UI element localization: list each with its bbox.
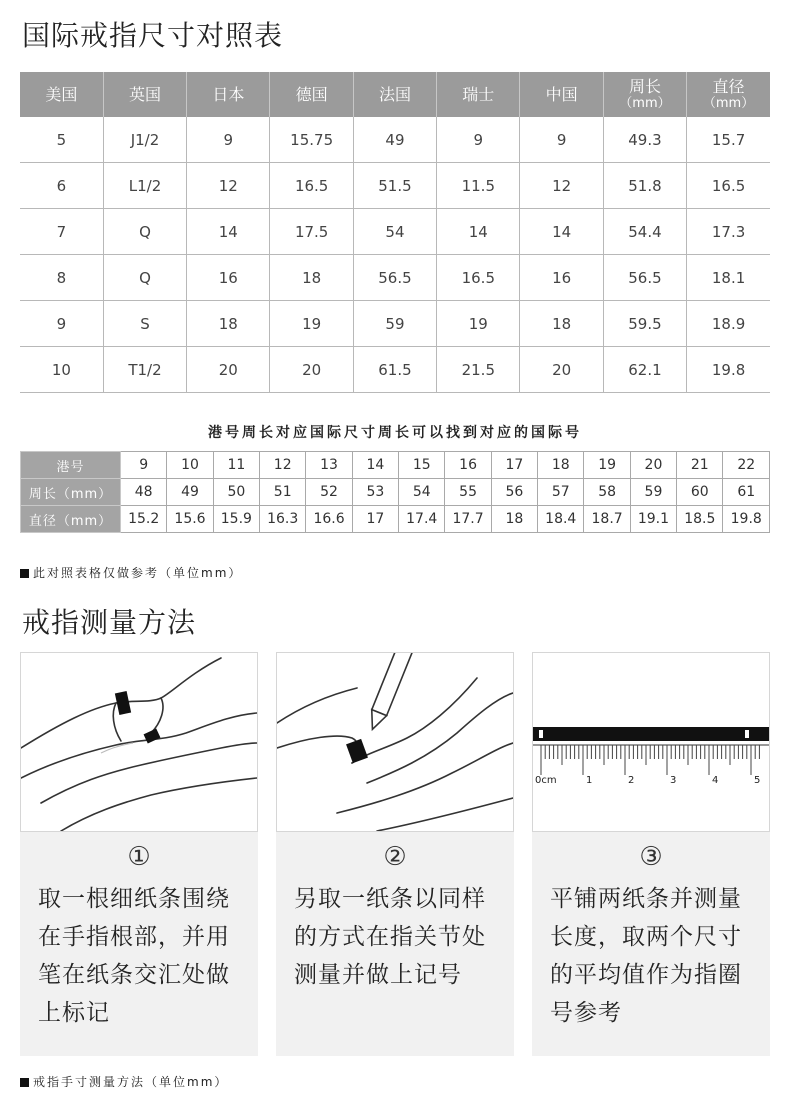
- hk-table-row: [21, 479, 770, 506]
- hk-table-cell: 15.9: [213, 506, 259, 533]
- ruler-tick-label: 1: [586, 775, 593, 786]
- hk-table-cell: 16: [445, 452, 491, 479]
- measure-note: 戒指手寸测量方法（单位mm）: [20, 1073, 228, 1090]
- table-cell: 18: [520, 301, 603, 347]
- table-cell: 5: [20, 117, 103, 163]
- hk-table-cell: 15: [399, 452, 445, 479]
- table-cell: 12: [520, 163, 603, 209]
- ruler-tick-label: 3: [670, 775, 677, 786]
- hk-table-cell: 18.5: [677, 506, 723, 533]
- header-fr: 法国: [353, 72, 436, 117]
- step-panel-1: [20, 652, 258, 1056]
- table-cell: 17.5: [270, 209, 353, 255]
- hk-table-caption: 港号周长对应国际尺寸周长可以找到对应的国际号: [208, 425, 582, 441]
- table-cell: 14: [187, 209, 270, 255]
- table-cell: Q: [103, 255, 186, 301]
- table-cell: S: [103, 301, 186, 347]
- hk-table-cell: 12: [260, 452, 306, 479]
- hk-table-cell: 53: [352, 479, 398, 506]
- table-cell: 7: [20, 209, 103, 255]
- table-cell: 49.3: [603, 117, 686, 163]
- hk-table-cell: 9: [121, 452, 167, 479]
- hk-table-cell: 48: [121, 479, 167, 506]
- pen-mark-illustration: [276, 652, 514, 832]
- hk-table-row: [21, 506, 770, 533]
- header-us: 美国: [20, 72, 103, 117]
- hk-table-cell: 19: [584, 452, 630, 479]
- step-panel-3: [532, 652, 770, 1056]
- hk-table-cell: 55: [445, 479, 491, 506]
- table-cell: 20: [520, 347, 603, 393]
- table-row: [20, 255, 770, 301]
- table-cell: 14: [520, 209, 603, 255]
- table-cell: J1/2: [103, 117, 186, 163]
- hk-table-cell: 59: [630, 479, 676, 506]
- ruler-illustration: [532, 652, 770, 832]
- hk-table-cell: 17: [352, 506, 398, 533]
- ruler-tick-label: 5: [754, 775, 761, 786]
- step-description-3: 平铺两纸条并测量长度，取两个尺寸的平均值作为指圈号参考: [550, 886, 742, 1026]
- hk-size-table: [20, 451, 770, 533]
- table-cell: 56.5: [603, 255, 686, 301]
- hk-table-cell: 61: [723, 479, 770, 506]
- table-note: 此对照表格仅做参考（单位mm）: [20, 564, 242, 581]
- hk-table-cell: 18.7: [584, 506, 630, 533]
- page-title: 国际戒指尺寸对照表: [22, 19, 284, 52]
- hk-table-cell: 19.8: [723, 506, 770, 533]
- table-cell: 16.5: [270, 163, 353, 209]
- hk-row-head: 直径（mm）: [21, 506, 121, 533]
- hk-table-cell: 19.1: [630, 506, 676, 533]
- table-cell: 16: [520, 255, 603, 301]
- table-cell: 15.75: [270, 117, 353, 163]
- table-cell: 18: [187, 301, 270, 347]
- hk-table-cell: 15.2: [121, 506, 167, 533]
- table-cell: 9: [20, 301, 103, 347]
- header-circumference: 周长 （mm）: [603, 72, 686, 117]
- table-cell: 16: [187, 255, 270, 301]
- step-number-3: ③: [639, 842, 663, 872]
- hk-table-cell: 58: [584, 479, 630, 506]
- hk-table-cell: 20: [630, 452, 676, 479]
- hk-table-cell: 52: [306, 479, 352, 506]
- table-cell: L1/2: [103, 163, 186, 209]
- table-cell: 16.5: [687, 163, 770, 209]
- section-title: 戒指测量方法: [22, 606, 197, 639]
- table-cell: 20: [270, 347, 353, 393]
- table-cell: 54: [353, 209, 436, 255]
- header-de: 德国: [270, 72, 353, 117]
- header-cn: 中国: [520, 72, 603, 117]
- table-cell: 51.8: [603, 163, 686, 209]
- hk-table-cell: 16.6: [306, 506, 352, 533]
- table-cell: 18: [270, 255, 353, 301]
- square-bullet-icon: [20, 1078, 29, 1087]
- hk-table-cell: 54: [399, 479, 445, 506]
- table-cell: 51.5: [353, 163, 436, 209]
- hk-row-head: 周长（mm）: [21, 479, 121, 506]
- table-cell: 11.5: [437, 163, 520, 209]
- hk-table-cell: 10: [167, 452, 213, 479]
- step-description-1: 取一根细纸条围绕在手指根部，并用笔在纸条交汇处做上标记: [38, 886, 230, 1026]
- table-cell: 19: [270, 301, 353, 347]
- hk-table-cell: 50: [213, 479, 259, 506]
- hk-table-cell: 60: [677, 479, 723, 506]
- table-cell: 20: [187, 347, 270, 393]
- table-row: [20, 301, 770, 347]
- hk-table-cell: 22: [723, 452, 770, 479]
- table-cell: 18.1: [687, 255, 770, 301]
- table-header-row: [20, 72, 770, 117]
- table-cell: 17.3: [687, 209, 770, 255]
- ruler-tick-label: 4: [712, 775, 719, 786]
- hk-table-cell: 49: [167, 479, 213, 506]
- table-cell: 9: [520, 117, 603, 163]
- hk-table-cell: 15.6: [167, 506, 213, 533]
- table-cell: Q: [103, 209, 186, 255]
- hk-table-cell: 51: [260, 479, 306, 506]
- table-cell: 14: [437, 209, 520, 255]
- table-cell: T1/2: [103, 347, 186, 393]
- table-cell: 10: [20, 347, 103, 393]
- table-row: [20, 209, 770, 255]
- table-row: [20, 117, 770, 163]
- square-bullet-icon: [20, 569, 29, 578]
- table-cell: 54.4: [603, 209, 686, 255]
- table-cell: 8: [20, 255, 103, 301]
- hk-table-cell: 21: [677, 452, 723, 479]
- header-ch: 瑞士: [437, 72, 520, 117]
- hk-table-cell: 14: [352, 452, 398, 479]
- table-cell: 15.7: [687, 117, 770, 163]
- hk-table-cell: 17.4: [399, 506, 445, 533]
- table-cell: 62.1: [603, 347, 686, 393]
- table-cell: 19.8: [687, 347, 770, 393]
- hk-table-cell: 16.3: [260, 506, 306, 533]
- hk-table-cell: 13: [306, 452, 352, 479]
- hand-wrap-illustration: [20, 652, 258, 832]
- table-cell: 18.9: [687, 301, 770, 347]
- table-row: [20, 347, 770, 393]
- table-cell: 9: [437, 117, 520, 163]
- hk-table-cell: 57: [538, 479, 584, 506]
- table-row: [20, 163, 770, 209]
- table-cell: 59: [353, 301, 436, 347]
- hk-row-head: 港号: [21, 452, 121, 479]
- table-cell: 9: [187, 117, 270, 163]
- table-cell: 21.5: [437, 347, 520, 393]
- step-description-2: 另取一纸条以同样的方式在指关节处测量并做上记号: [294, 886, 486, 988]
- step-panel-2: [276, 652, 514, 1056]
- ruler-unit-label: 0cm: [535, 775, 557, 786]
- table-cell: 19: [437, 301, 520, 347]
- ruler-tick-label: 2: [628, 775, 635, 786]
- hk-table-cell: 17: [491, 452, 537, 479]
- table-cell: 49: [353, 117, 436, 163]
- hk-table-cell: 18: [538, 452, 584, 479]
- hk-table-cell: 11: [213, 452, 259, 479]
- header-jp: 日本: [187, 72, 270, 117]
- step-number-1: ①: [127, 842, 151, 872]
- header-diameter: 直径 （mm）: [687, 72, 770, 117]
- table-cell: 56.5: [353, 255, 436, 301]
- hk-table-cell: 18: [491, 506, 537, 533]
- header-uk: 英国: [103, 72, 186, 117]
- hk-table-row: [21, 452, 770, 479]
- hk-table-cell: 18.4: [538, 506, 584, 533]
- table-cell: 16.5: [437, 255, 520, 301]
- table-cell: 59.5: [603, 301, 686, 347]
- hk-table-cell: 56: [491, 479, 537, 506]
- table-cell: 12: [187, 163, 270, 209]
- ring-size-table: [20, 72, 770, 393]
- hk-table-cell: 17.7: [445, 506, 491, 533]
- step-number-2: ②: [383, 842, 407, 872]
- table-cell: 61.5: [353, 347, 436, 393]
- table-cell: 6: [20, 163, 103, 209]
